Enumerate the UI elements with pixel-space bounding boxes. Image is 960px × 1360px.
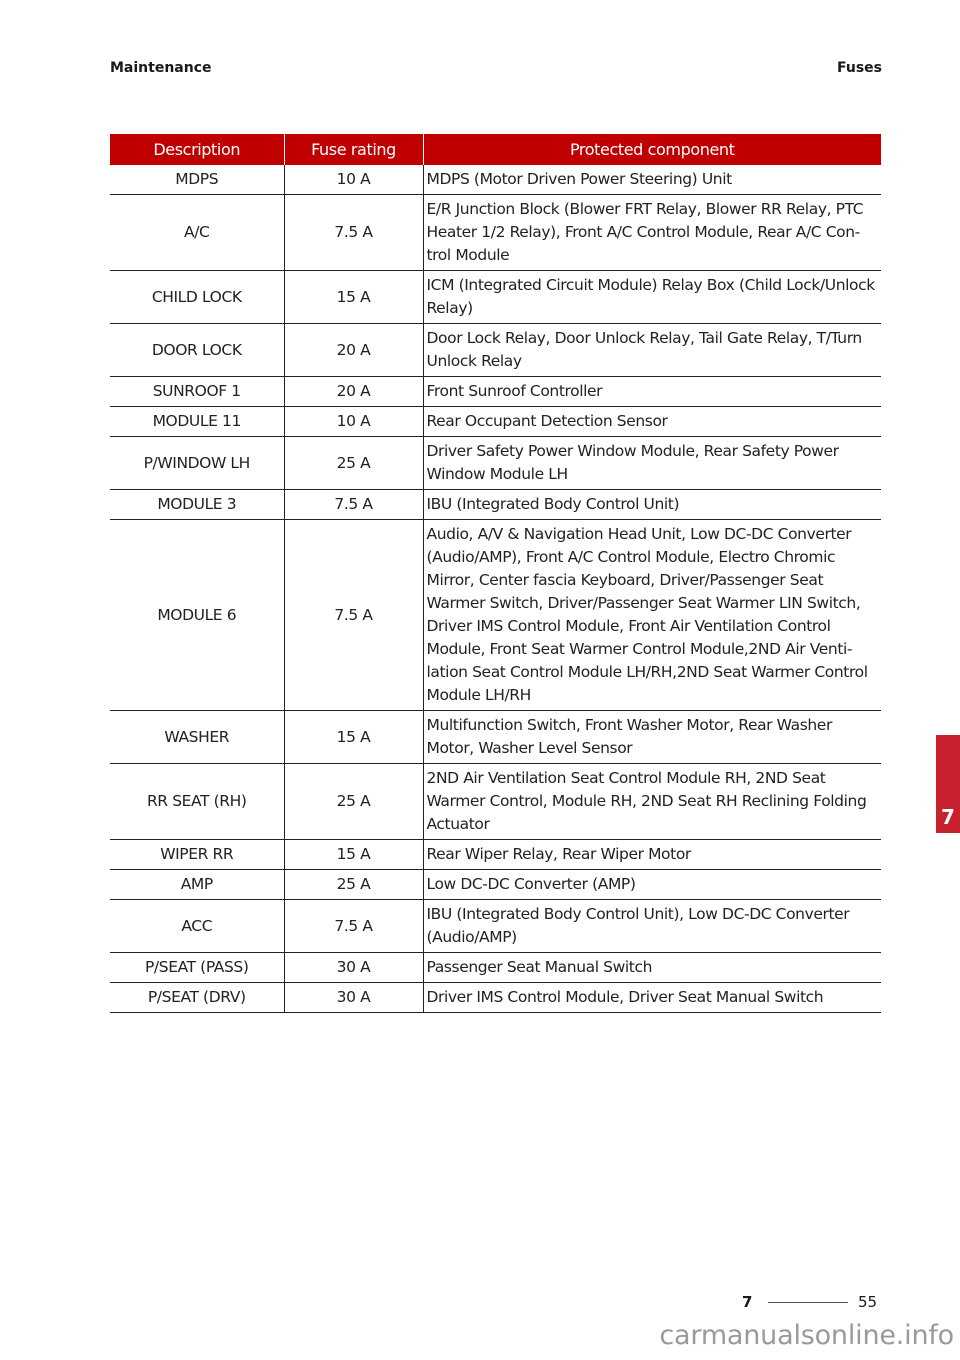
fuse-description-cell: RR SEAT (RH) bbox=[110, 764, 284, 840]
running-header-section: Maintenance bbox=[110, 60, 212, 76]
column-header-protected-component: Protected component bbox=[423, 134, 881, 165]
fuse-rating-cell: 30 A bbox=[284, 983, 423, 1013]
table-row bbox=[110, 271, 881, 324]
fuse-rating-cell: 15 A bbox=[284, 711, 423, 764]
fuse-description-cell: P/WINDOW LH bbox=[110, 437, 284, 490]
protected-component-cell: Rear Occupant Detection Sensor bbox=[423, 407, 881, 437]
fuse-rating-cell: 20 A bbox=[284, 324, 423, 377]
running-header-topic: Fuses bbox=[837, 60, 882, 76]
table-row bbox=[110, 324, 881, 377]
fuse-description-cell: WASHER bbox=[110, 711, 284, 764]
fuse-rating-cell: 20 A bbox=[284, 377, 423, 407]
fuse-rating-cell: 7.5 A bbox=[284, 520, 423, 711]
fuse-description-cell: CHILD LOCK bbox=[110, 271, 284, 324]
chapter-side-tab bbox=[936, 735, 960, 833]
fuse-rating-cell: 7.5 A bbox=[284, 900, 423, 953]
table-row bbox=[110, 377, 881, 407]
protected-component-cell: Audio, A/V & Navigation Head Unit, Low DC-DC Converter (Audio/AMP), Front A/C Control Module, Electro Chromic Mirror, Center fascia Keyboard, Driver/Passenger Seat Warmer Switch, Driver/Passenger Seat Warmer LIN Switch, Driver IMS Control Module, Front Air Ventilation Control Module, Front Seat Warmer Control Module,2ND Air Venti-lation Seat Control Module LH/RH,2ND Seat Warmer Control Module LH/RH bbox=[423, 520, 881, 711]
table-row bbox=[110, 437, 881, 490]
table-row bbox=[110, 407, 881, 437]
table-row bbox=[110, 840, 881, 870]
fuse-table-body bbox=[110, 165, 881, 1013]
fuse-description-cell: P/SEAT (DRV) bbox=[110, 983, 284, 1013]
fuse-rating-cell: 7.5 A bbox=[284, 490, 423, 520]
fuse-description-cell: AMP bbox=[110, 870, 284, 900]
fuse-description-cell: ACC bbox=[110, 900, 284, 953]
protected-component-cell: Front Sunroof Controller bbox=[423, 377, 881, 407]
fuse-description-cell: P/SEAT (PASS) bbox=[110, 953, 284, 983]
protected-component-cell: IBU (Integrated Body Control Unit) bbox=[423, 490, 881, 520]
fuse-rating-cell: 25 A bbox=[284, 437, 423, 490]
table-row bbox=[110, 953, 881, 983]
protected-component-cell: Passenger Seat Manual Switch bbox=[423, 953, 881, 983]
protected-component-cell: Rear Wiper Relay, Rear Wiper Motor bbox=[423, 840, 881, 870]
chapter-side-tab-label: 7 bbox=[941, 805, 955, 829]
table-row bbox=[110, 900, 881, 953]
footer-chapter-number: 7 bbox=[742, 1293, 753, 1311]
footer-divider bbox=[768, 1302, 848, 1303]
column-header-fuse-rating: Fuse rating bbox=[284, 134, 423, 165]
table-row bbox=[110, 520, 881, 711]
protected-component-cell: MDPS (Motor Driven Power Steering) Unit bbox=[423, 165, 881, 195]
protected-component-cell: IBU (Integrated Body Control Unit), Low DC-DC Converter (Audio/AMP) bbox=[423, 900, 881, 953]
protected-component-cell: Driver IMS Control Module, Driver Seat Manual Switch bbox=[423, 983, 881, 1013]
fuse-description-cell: WIPER RR bbox=[110, 840, 284, 870]
fuse-rating-cell: 15 A bbox=[284, 840, 423, 870]
fuse-description-cell: DOOR LOCK bbox=[110, 324, 284, 377]
fuse-description-cell: MODULE 11 bbox=[110, 407, 284, 437]
fuse-description-cell: A/C bbox=[110, 195, 284, 271]
fuse-rating-cell: 30 A bbox=[284, 953, 423, 983]
table-row bbox=[110, 195, 881, 271]
protected-component-cell: Low DC-DC Converter (AMP) bbox=[423, 870, 881, 900]
column-header-description: Description bbox=[110, 134, 284, 165]
fuse-description-cell: MODULE 6 bbox=[110, 520, 284, 711]
fuse-rating-cell: 10 A bbox=[284, 407, 423, 437]
fuse-table bbox=[110, 134, 881, 1013]
protected-component-cell: Driver Safety Power Window Module, Rear Safety Power Window Module LH bbox=[423, 437, 881, 490]
table-row bbox=[110, 490, 881, 520]
fuse-description-cell: SUNROOF 1 bbox=[110, 377, 284, 407]
fuse-rating-cell: 25 A bbox=[284, 870, 423, 900]
table-row bbox=[110, 165, 881, 195]
table-row bbox=[110, 983, 881, 1013]
protected-component-cell: Multifunction Switch, Front Washer Motor, Rear Washer Motor, Washer Level Sensor bbox=[423, 711, 881, 764]
protected-component-cell: ICM (Integrated Circuit Module) Relay Box (Child Lock/Unlock Relay) bbox=[423, 271, 881, 324]
watermark-text: carmanualsonline.info bbox=[659, 1320, 954, 1351]
footer-page-number: 55 bbox=[858, 1293, 878, 1311]
fuse-rating-cell: 15 A bbox=[284, 271, 423, 324]
protected-component-cell: E/R Junction Block (Blower FRT Relay, Blower RR Relay, PTC Heater 1/2 Relay), Front A/C Control Module, Rear A/C Con-trol Module bbox=[423, 195, 881, 271]
table-row bbox=[110, 711, 881, 764]
fuse-rating-cell: 7.5 A bbox=[284, 195, 423, 271]
fuse-description-cell: MODULE 3 bbox=[110, 490, 284, 520]
fuse-description-cell: MDPS bbox=[110, 165, 284, 195]
fuse-table-header bbox=[110, 134, 881, 165]
fuse-rating-cell: 25 A bbox=[284, 764, 423, 840]
protected-component-cell: Door Lock Relay, Door Unlock Relay, Tail Gate Relay, T/Turn Unlock Relay bbox=[423, 324, 881, 377]
protected-component-cell: 2ND Air Ventilation Seat Control Module RH, 2ND Seat Warmer Control, Module RH, 2ND Seat RH Reclining Folding Actuator bbox=[423, 764, 881, 840]
fuse-rating-cell: 10 A bbox=[284, 165, 423, 195]
table-row bbox=[110, 870, 881, 900]
table-row bbox=[110, 764, 881, 840]
